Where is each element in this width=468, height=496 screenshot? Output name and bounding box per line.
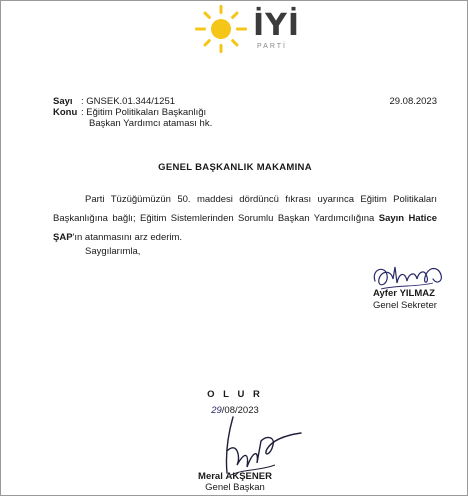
- body-text-2: 'ın atanmasını arz ederim.: [72, 232, 183, 243]
- chair-first-name: Meral: [198, 471, 223, 482]
- approval-day-handwritten: 29: [211, 405, 222, 416]
- letter-body: [53, 190, 437, 247]
- chair-role: Genel Başkan: [205, 482, 265, 493]
- konu-label: Konu: [53, 107, 78, 118]
- secretary-name: [373, 288, 435, 299]
- logo-subtitle: PARTİ: [257, 43, 287, 50]
- secretary-first-name: Ayfer: [373, 288, 397, 299]
- greeting: Saygılarımla,: [85, 246, 141, 257]
- sun-icon: [193, 5, 249, 53]
- approval-olur: O L U R: [207, 389, 263, 400]
- appointee-name: Sayın Hatice ŞAP: [53, 213, 438, 243]
- approval-date-rest: /08/2023: [221, 405, 259, 416]
- konu-line1: : Eğitim Politikaları Başkanlığı: [81, 107, 207, 118]
- secretary-role: Genel Sekreter: [373, 300, 437, 311]
- sayi-label: Sayı: [53, 96, 73, 107]
- sayi-value: : GNSEK.01.344/1251: [81, 96, 176, 107]
- document-date: 29.08.2023: [389, 96, 437, 107]
- konu-line2: Başkan Yardımcı ataması hk.: [89, 118, 213, 129]
- body-text-1: Parti Tüzüğümüzün 50. maddesi dördüncü fıkrası uyarınca Eğitim Politikaları Başkanlığına bağlı; Eğitim Sistemlerinden Sorumlu Başkan Yardımcılığına: [53, 194, 437, 224]
- party-logo: [193, 5, 303, 53]
- document-header: [53, 96, 212, 129]
- secretary-last-name: YILMAZ: [399, 288, 435, 299]
- addressee-title: GENEL BAŞKANLIK MAKAMINA: [158, 162, 312, 173]
- chair-last-name: AKŞENER: [225, 471, 272, 482]
- logo-wordmark: İYİ: [253, 8, 301, 43]
- chair-name: [1, 471, 468, 482]
